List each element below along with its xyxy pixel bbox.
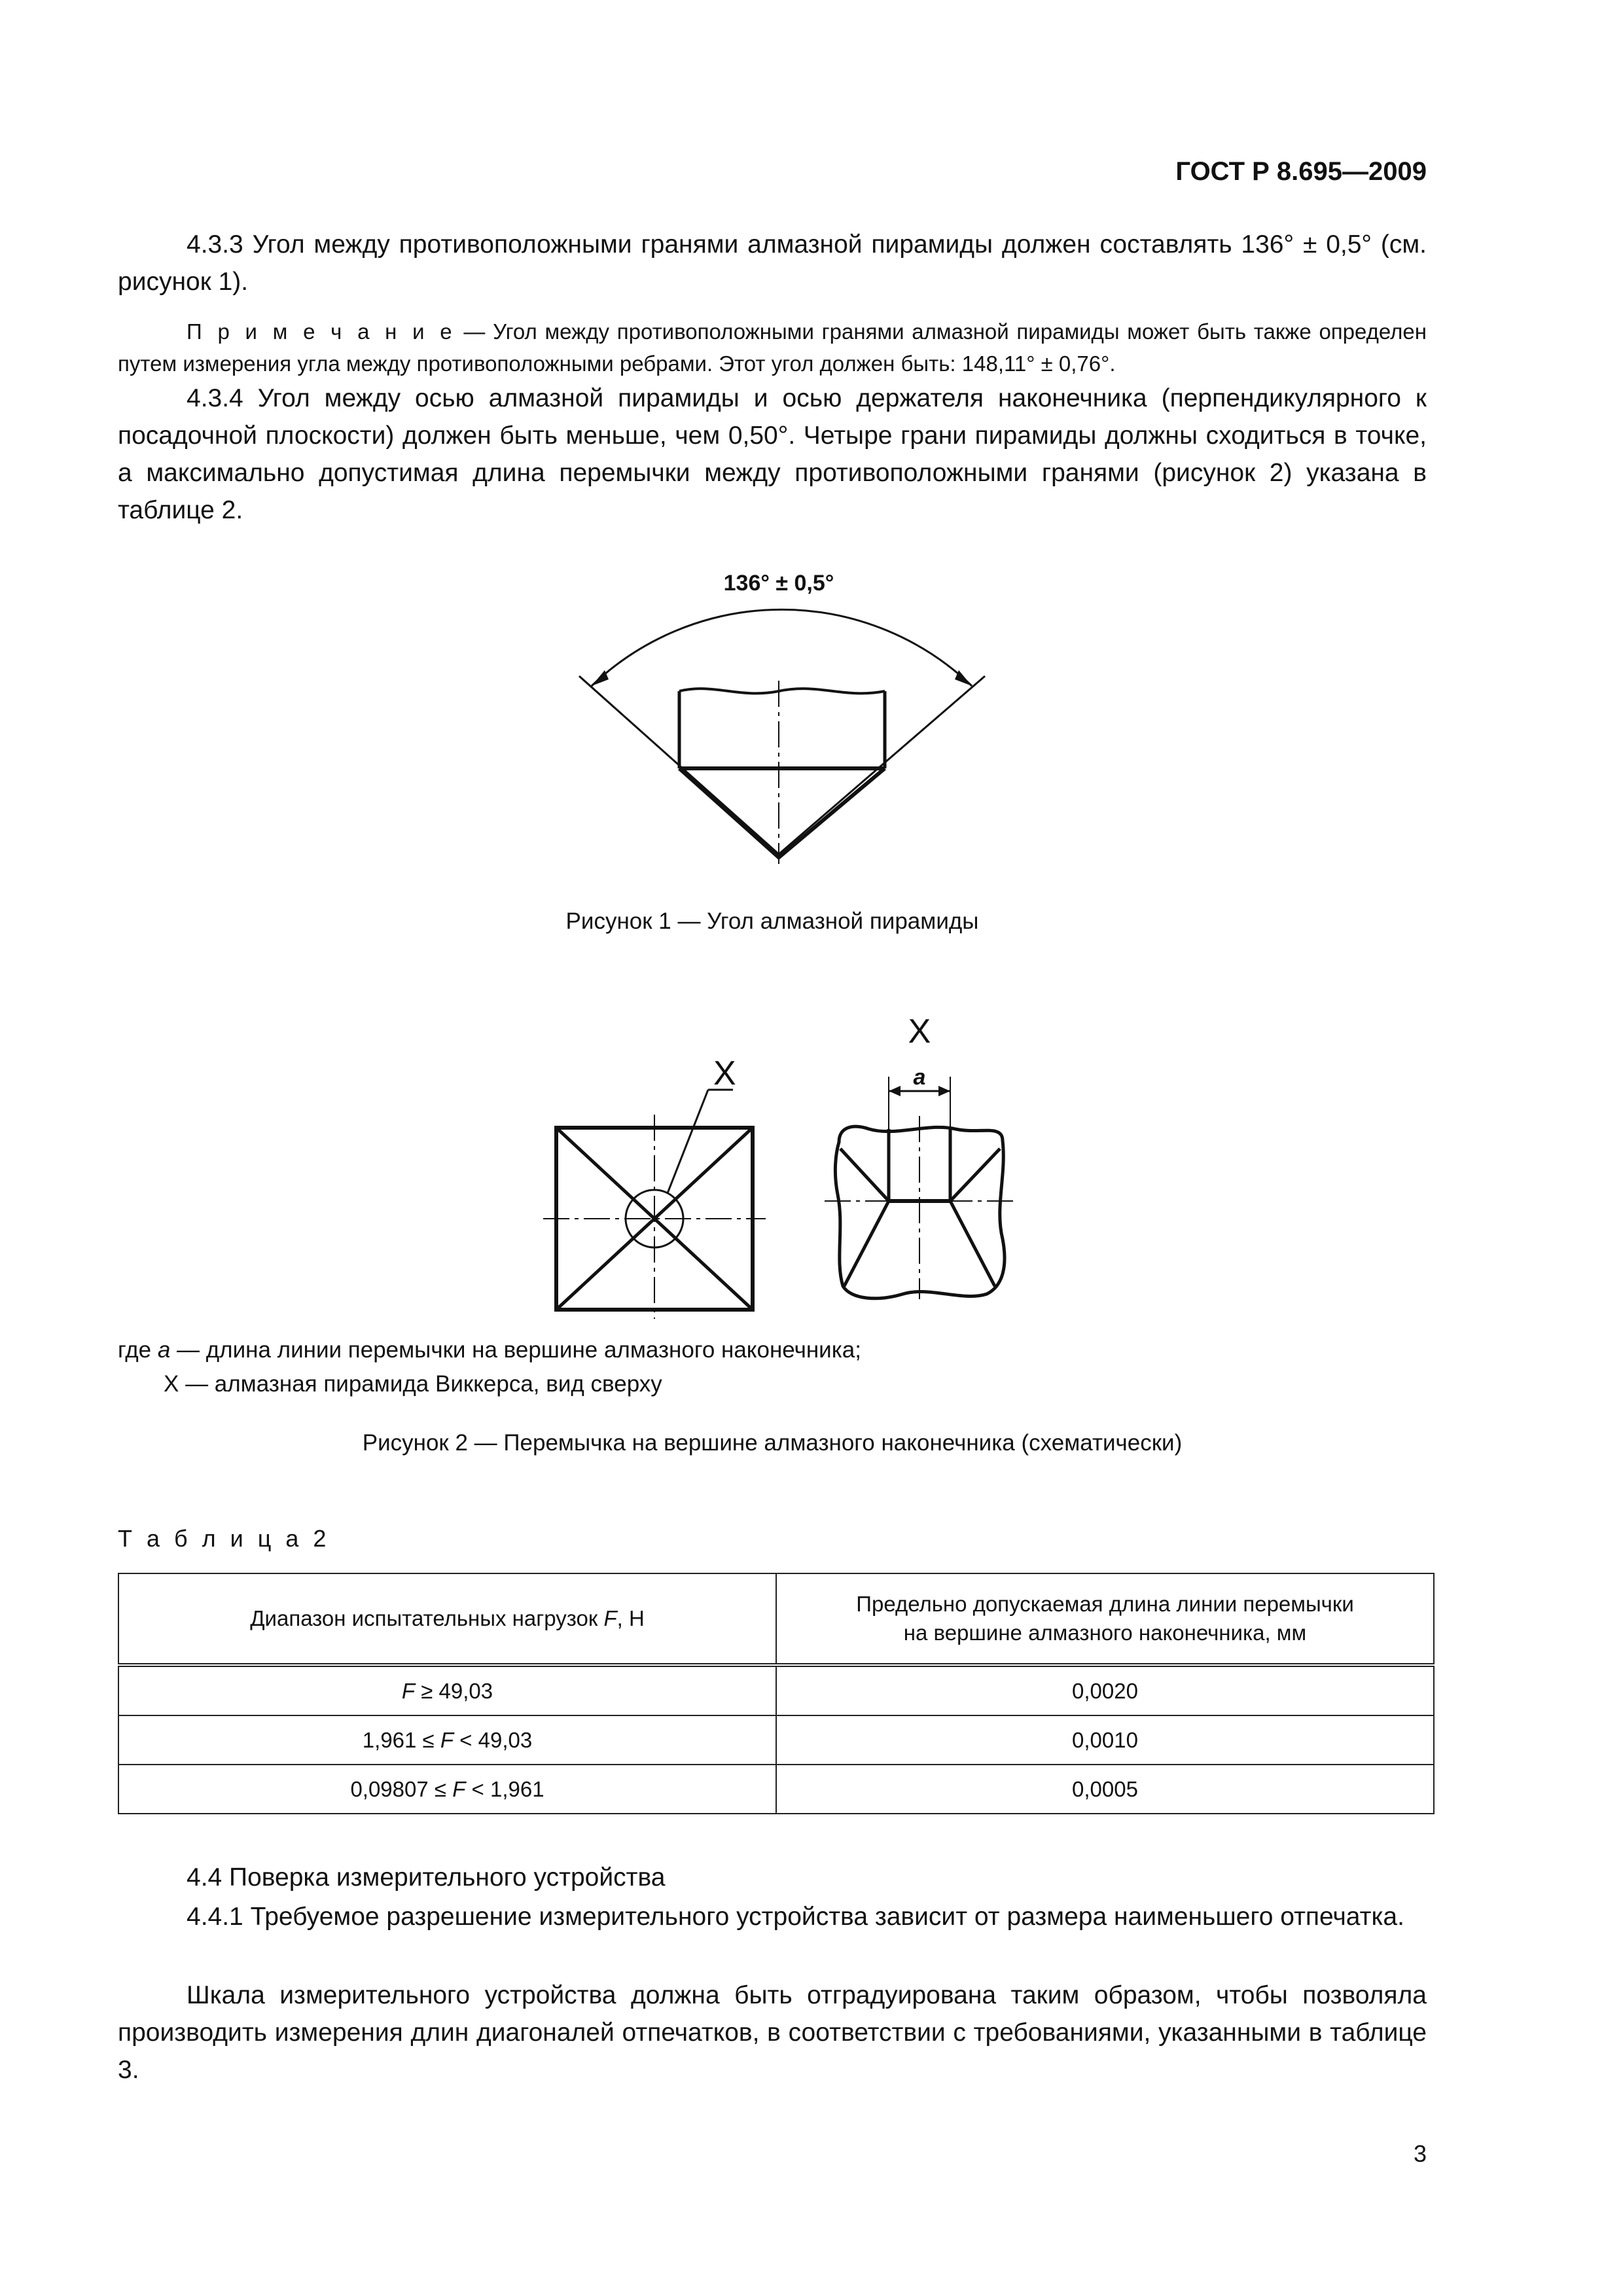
- dim-arrow-left: [889, 1086, 901, 1096]
- table-2: [118, 1573, 1435, 1814]
- note-text: — Угол между противоположными гранями алмазной пирамиды может быть также определен путем измерения угла между противоположными ребрами. Этот угол должен быть: 148,11° ± 0,76°.: [118, 319, 1427, 376]
- label-x-left: X: [713, 1054, 736, 1092]
- document-id: ГОСТ Р 8.695—2009: [1175, 157, 1427, 186]
- figure-1-caption: Рисунок 1 — Угол алмазной пирамиды: [565, 908, 979, 934]
- dim-arrow-right: [938, 1086, 950, 1096]
- cell-range: F ≥ 49,03: [118, 1665, 776, 1715]
- face-line-right: [779, 676, 985, 854]
- table-header-row: [118, 1573, 1434, 1665]
- table-row: [118, 1765, 1434, 1814]
- table-row: [118, 1665, 1434, 1715]
- leader-line: [668, 1090, 708, 1193]
- page-number: 3: [1413, 2140, 1427, 2167]
- edge-ul: [840, 1149, 889, 1201]
- figure-2-chisel-edge: [537, 1011, 1054, 1319]
- figure-2-caption: Рисунок 2 — Перемычка на вершине алмазного наконечника (схематически): [362, 1430, 1183, 1456]
- holder-break-line: [679, 689, 885, 693]
- label-a: a: [913, 1065, 926, 1090]
- cell-range: 1,961 ≤ F < 49,03: [118, 1715, 776, 1765]
- header-max-length: Предельно допускаемая длина линии перемычки на вершине алмазного наконечника, мм: [776, 1573, 1434, 1665]
- edge-ll: [844, 1201, 889, 1286]
- legend-a: где a — длина линии перемычки на вершине алмазного наконечника;: [118, 1337, 861, 1363]
- note: [118, 315, 1427, 380]
- cell-value: 0,0005: [776, 1765, 1434, 1814]
- cell-range: 0,09807 ≤ F < 1,961: [118, 1765, 776, 1814]
- cell-value: 0,0020: [776, 1665, 1434, 1715]
- header-load-range: Диапазон испытательных нагрузок F, Н: [118, 1573, 776, 1665]
- angle-arc: [592, 609, 972, 686]
- edge-ur: [950, 1149, 1000, 1201]
- note-label: П р и м е ч а н и е: [187, 319, 456, 344]
- paragraph-scale: Шкала измерительного устройства должна быть отградуирована таким образом, чтобы позволяла производить измерения длин диагоналей отпечатков, в соответствии с требованиями, указанными в таблице 3.: [118, 1981, 1427, 2084]
- section-4-4-title: 4.4 Поверка измерительного устройства: [187, 1863, 666, 1892]
- angle-label: 136° ± 0,5°: [723, 571, 834, 596]
- legend-x: X — алмазная пирамида Виккерса, вид сверху: [164, 1371, 662, 1397]
- figure-2-legend: [118, 1333, 861, 1401]
- table-2-title: Т а б л и ц а 2: [118, 1525, 330, 1552]
- figure-1-pyramid-angle: [563, 563, 995, 870]
- label-x-right: X: [908, 1013, 931, 1050]
- edge-lr: [950, 1201, 995, 1286]
- paragraph-4-4-1: 4.4.1 Требуемое разрешение измерительного устройства зависит от размера наименьшего отпечатка.: [187, 1903, 1404, 1931]
- cell-value: 0,0010: [776, 1715, 1434, 1765]
- paragraph-4-3-4: 4.3.4 Угол между осью алмазной пирамиды и осью держателя наконечника (перпендикулярного к посадочной плоскости) должен быть меньше, чем 0,50°. Четыре грани пирамиды должны сходиться в точке, а максимально допустимая длина перемычки между противоположными гранями (рисунок 2) указана в таблице 2.: [118, 384, 1427, 524]
- table-row: [118, 1715, 1434, 1765]
- paragraph-4-3-3: 4.3.3 Угол между противоположными гранями алмазной пирамиды должен составлять 136° ± 0,5° (см. рисунок 1).: [118, 230, 1427, 296]
- pyramid-outline: [679, 768, 885, 857]
